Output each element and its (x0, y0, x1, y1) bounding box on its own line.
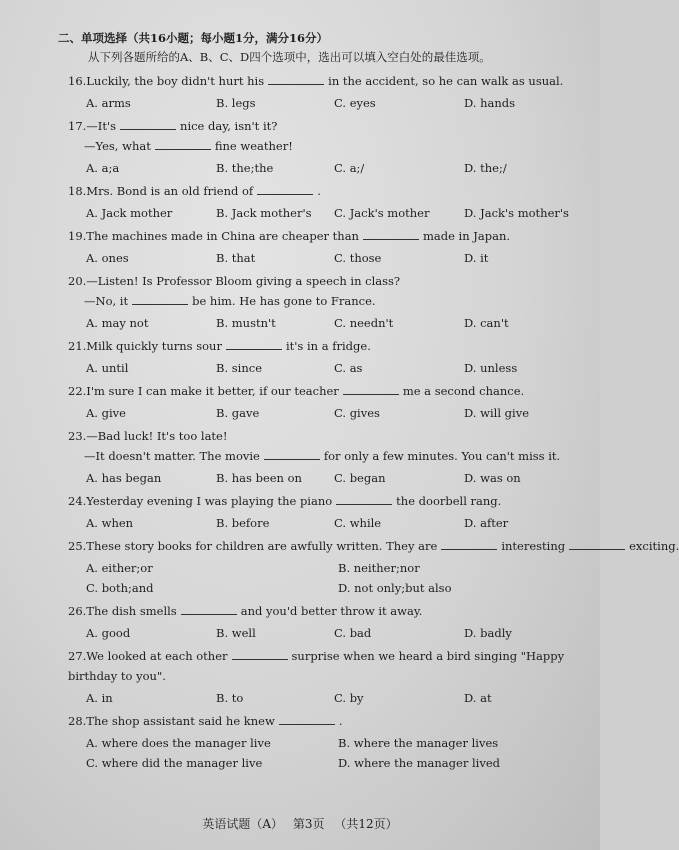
stem-text: fine weather! (214, 139, 293, 153)
answer-option: D. where the manager lived (338, 756, 500, 770)
stem-text: exciting. (629, 539, 679, 553)
question-number: 16. (68, 74, 87, 88)
stem-text: —Bad luck! It's too late! (86, 429, 228, 443)
answer-blank (132, 293, 188, 305)
question-number: 21. (68, 339, 87, 353)
answer-option: D. was on (464, 471, 521, 485)
answer-blank (268, 73, 324, 85)
question-list (68, 71, 679, 773)
answer-option: B. before (216, 516, 270, 530)
question-item (68, 491, 576, 533)
answer-option: D. at (464, 691, 492, 705)
answer-option: A. give (86, 406, 126, 420)
answer-blank (264, 448, 320, 460)
answer-blank (257, 183, 313, 195)
answer-option: B. since (216, 361, 262, 375)
option-list (86, 468, 576, 488)
option-list (86, 623, 576, 643)
answer-blank (232, 648, 288, 660)
answer-blank (569, 538, 625, 550)
question-stem (68, 426, 576, 446)
answer-option: C. Jack's mother (334, 206, 430, 220)
answer-option: A. may not (86, 316, 149, 330)
answer-option: C. while (334, 516, 382, 530)
answer-option: D. after (464, 516, 509, 530)
stem-text: —No, it (84, 294, 129, 308)
stem-text: —It doesn't matter. The movie (84, 449, 260, 463)
question-number: 17. (68, 119, 87, 133)
question-item (68, 381, 576, 423)
question-number: 24. (68, 494, 87, 508)
answer-option: D. unless (464, 361, 518, 375)
question-stem (68, 336, 576, 356)
answer-option: A. a;a (86, 161, 120, 175)
question-stem (68, 136, 576, 156)
stem-text: be him. He has gone to France. (192, 294, 376, 308)
answer-blank (363, 228, 419, 240)
stem-text: Milk quickly turns sour (86, 339, 222, 353)
question-stem (68, 271, 576, 291)
answer-option: B. where the manager lives (338, 736, 499, 750)
answer-option: D. not only;but also (338, 581, 452, 595)
question-item (68, 226, 576, 268)
stem-text: Yesterday evening I was playing the piano (86, 494, 333, 508)
option-list (86, 248, 576, 268)
answer-option: A. ones (86, 251, 129, 265)
stem-text: These story books for children are awfully written. They are (86, 539, 438, 553)
stem-text: —Listen! Is Professor Bloom giving a speech in class? (86, 274, 401, 288)
stem-text: made in Japan. (422, 229, 511, 243)
answer-option: C. began (334, 471, 386, 485)
question-stem (68, 601, 576, 621)
answer-blank (226, 338, 282, 350)
answer-option: C. gives (334, 406, 380, 420)
answer-option: C. bad (334, 626, 372, 640)
stem-text: The machines made in China are cheaper than (86, 229, 359, 243)
option-list (86, 313, 576, 333)
question-stem (68, 446, 576, 466)
answer-blank (155, 138, 211, 150)
question-stem (68, 181, 576, 201)
answer-option: C. both;and (86, 581, 154, 595)
question-stem (68, 71, 576, 91)
stem-text: me a second chance. (402, 384, 525, 398)
question-number: 19. (68, 229, 87, 243)
footer-subject: 英语试题（A） (202, 817, 284, 831)
stem-text: Luckily, the boy didn't hurt his (86, 74, 265, 88)
answer-option: A. good (86, 626, 131, 640)
option-list (86, 558, 576, 598)
section-instruction: 从下列各题所给的A、B、C、D四个选项中，选出可以填入空白处的最佳选项。 (88, 50, 491, 64)
stem-text: surprise when we heard a bird singing "Happy birthday to you". (68, 649, 565, 683)
question-stem (68, 226, 576, 246)
option-list (86, 158, 576, 178)
stem-text: for only a few minutes. You can't miss it. (323, 449, 561, 463)
answer-option: B. legs (216, 96, 256, 110)
stem-text: the doorbell rang. (396, 494, 502, 508)
stem-text: interesting (501, 539, 566, 553)
stem-text: The dish smells (86, 604, 177, 618)
answer-blank (120, 118, 176, 130)
option-list (86, 733, 576, 773)
question-number: 27. (68, 649, 87, 663)
page-footer (0, 815, 600, 832)
answer-option: D. the;/ (464, 161, 507, 175)
question-item (68, 71, 576, 113)
question-item (68, 426, 576, 488)
option-list (86, 203, 576, 223)
answer-option: C. where did the manager live (86, 756, 263, 770)
question-number: 18. (68, 184, 87, 198)
question-item (68, 646, 576, 708)
answer-option: A. in (86, 691, 113, 705)
answer-option: B. Jack mother's (216, 206, 312, 220)
stem-text: Mrs. Bond is an old friend of (86, 184, 254, 198)
answer-option: B. mustn't (216, 316, 276, 330)
question-stem (68, 116, 576, 136)
question-number: 20. (68, 274, 87, 288)
stem-text: it's in a fridge. (285, 339, 371, 353)
answer-option: B. well (216, 626, 256, 640)
answer-option: A. arms (86, 96, 131, 110)
stem-text: We looked at each other (86, 649, 228, 663)
option-list (86, 688, 576, 708)
answer-blank (181, 603, 237, 615)
answer-option: C. by (334, 691, 364, 705)
answer-option: C. as (334, 361, 363, 375)
question-number: 26. (68, 604, 87, 618)
answer-option: B. that (216, 251, 256, 265)
answer-option: B. neither;nor (338, 561, 420, 575)
section-title: 二、单项选择（共16小题；每小题1分，满分16分） (58, 31, 329, 45)
question-item (68, 711, 576, 773)
stem-text: . (317, 184, 321, 198)
answer-option: C. those (334, 251, 382, 265)
answer-option: B. has been on (216, 471, 302, 485)
question-stem (68, 491, 576, 511)
stem-text: . (338, 714, 343, 728)
option-list (86, 358, 576, 378)
footer-total-pages: （共12页） (334, 817, 398, 831)
question-stem (68, 646, 576, 686)
option-list (86, 93, 576, 113)
answer-option: B. the;the (216, 161, 274, 175)
answer-option: B. gave (216, 406, 260, 420)
answer-option: A. has began (86, 471, 162, 485)
question-item (68, 116, 576, 178)
question-stem (68, 291, 576, 311)
question-item (68, 536, 679, 598)
stem-text: —It's (86, 119, 117, 133)
footer-page-number: 第3页 (292, 817, 325, 831)
answer-option: D. Jack's mother's (464, 206, 569, 220)
stem-text: —Yes, what (84, 139, 151, 153)
answer-blank (336, 493, 392, 505)
question-number: 23. (68, 429, 87, 443)
question-item (68, 271, 576, 333)
stem-text: in the accident, so he can walk as usual. (328, 74, 564, 88)
question-number: 28. (68, 714, 87, 728)
question-item (68, 336, 576, 378)
question-item (68, 181, 576, 223)
stem-text: The shop assistant said he knew (86, 714, 275, 728)
answer-option: A. where does the manager live (86, 736, 271, 750)
answer-option: B. to (216, 691, 244, 705)
question-stem (68, 536, 679, 556)
answer-option: A. either;or (86, 561, 153, 575)
question-number: 22. (68, 384, 87, 398)
option-list (86, 403, 576, 423)
answer-blank (343, 383, 399, 395)
stem-text: and you'd better throw it away. (240, 604, 423, 618)
answer-option: C. needn't (334, 316, 394, 330)
answer-option: D. badly (464, 626, 512, 640)
answer-blank (279, 713, 335, 725)
answer-option: D. can't (464, 316, 509, 330)
answer-option: D. it (464, 251, 489, 265)
answer-option: A. Jack mother (86, 206, 173, 220)
answer-option: A. until (86, 361, 129, 375)
answer-option: C. a;/ (334, 161, 365, 175)
answer-option: D. will give (464, 406, 529, 420)
answer-blank (441, 538, 497, 550)
question-item (68, 601, 576, 643)
stem-text: nice day, isn't it? (180, 119, 278, 133)
stem-text: I'm sure I can make it better, if our teacher (86, 384, 339, 398)
question-stem (68, 711, 576, 731)
option-list (86, 513, 576, 533)
answer-option: C. eyes (334, 96, 376, 110)
answer-option: A. when (86, 516, 134, 530)
question-stem (68, 381, 576, 401)
answer-option: D. hands (464, 96, 516, 110)
question-number: 25. (68, 539, 87, 553)
